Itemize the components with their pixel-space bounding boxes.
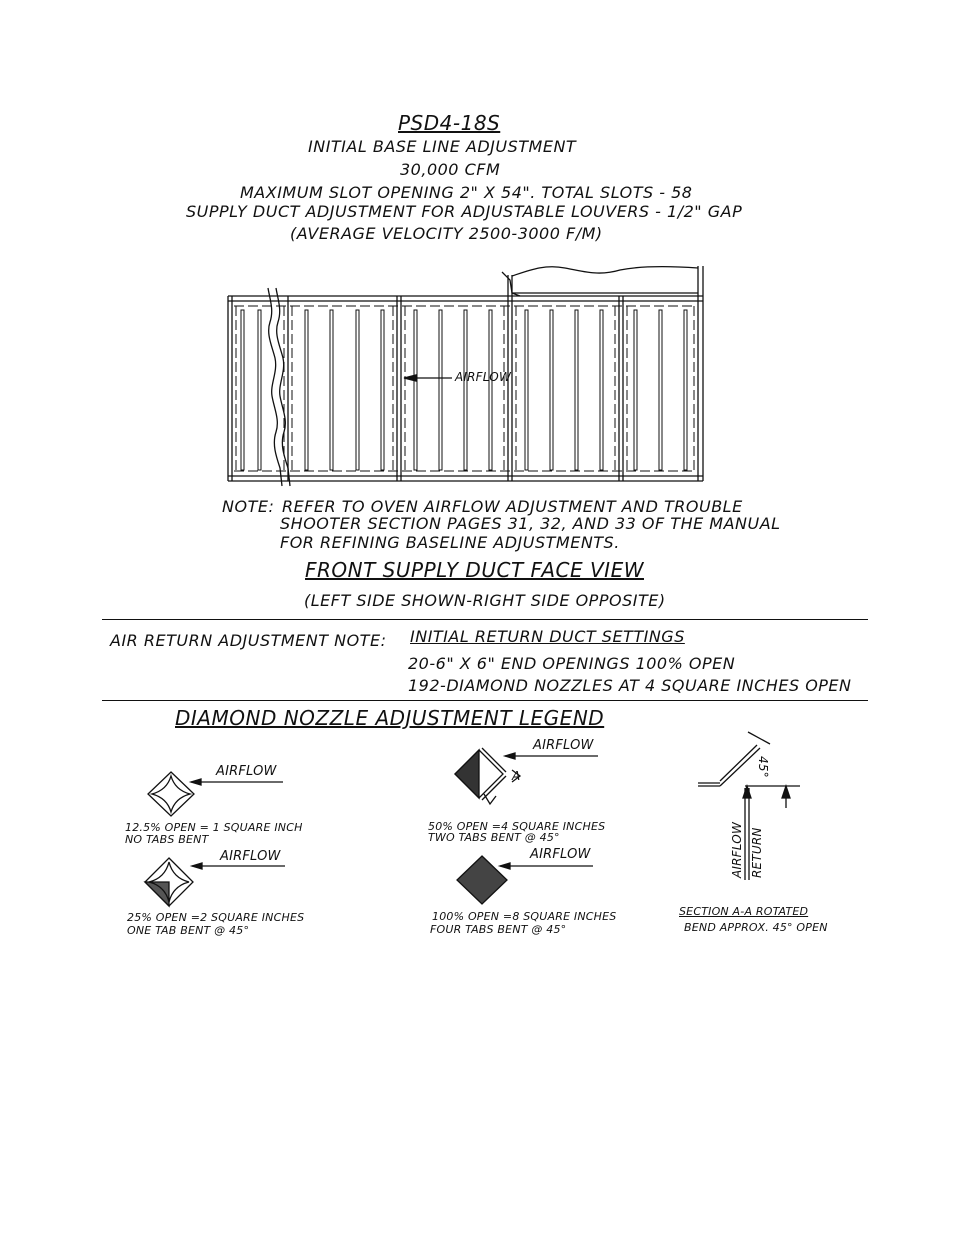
nozzle-25-line-1: 25% OPEN =2 SQUARE INCHES [127,911,305,924]
nozzle-25-line-2: ONE TAB BENT @ 45° [127,924,250,937]
section-airflow: AIRFLOW [730,821,744,878]
nozzle-12-line-1: 12.5% OPEN = 1 SQUARE INCH [125,821,303,834]
nozzle-50-icon [455,748,598,804]
note-label: NOTE: [222,497,275,516]
nozzle-50-line-2: TWO TABS BENT @ 45° [428,831,560,844]
header-line-2: 30,000 CFM [400,160,501,179]
view-title: FRONT SUPPLY DUCT FACE VIEW [305,558,644,582]
nozzle-100-line-1: 100% OPEN =8 SQUARE INCHES [432,910,617,923]
section-return: RETURN [750,827,764,878]
section-a-a-icon [698,732,800,880]
model-title: PSD4-18S [398,111,501,135]
air-return-line-1: 20-6" X 6" END OPENINGS 100% OPEN [408,654,736,673]
header-line-5: (AVERAGE VELOCITY 2500-3000 F/M) [290,224,603,243]
view-subtitle: (LEFT SIDE SHOWN-RIGHT SIDE OPPOSITE) [304,591,666,610]
header-line-4: SUPPLY DUCT ADJUSTMENT FOR ADJUSTABLE LOUVERS - 1/2" GAP [186,202,743,221]
section-angle: 45° [756,756,770,778]
nozzle-50-marker-a-1: A [512,769,521,783]
nozzle-25-airflow: AIRFLOW [220,849,281,864]
air-return-heading: INITIAL RETURN DUCT SETTINGS [410,627,685,646]
header-line-1: INITIAL BASE LINE ADJUSTMENT [308,137,577,156]
section-title: SECTION A-A ROTATED [679,905,809,918]
legend-title: DIAMOND NOZZLE ADJUSTMENT LEGEND [175,706,605,730]
nozzle-100-icon [457,856,593,904]
note-line-1: REFER TO OVEN AIRFLOW ADJUSTMENT AND TROUBLE [282,497,743,516]
nozzle-50-airflow: AIRFLOW [533,738,594,753]
duct-airflow-label: AIRFLOW [455,370,512,384]
nozzle-100-line-2: FOUR TABS BENT @ 45° [430,923,567,936]
note-line-3: FOR REFINING BASELINE ADJUSTMENTS. [280,533,620,552]
nozzle-12-airflow: AIRFLOW [216,764,277,779]
nozzle-12-line-2: NO TABS BENT [125,833,209,846]
nozzle-50-line-1: 50% OPEN =4 SQUARE INCHES [428,820,606,833]
note-line-2: SHOOTER SECTION PAGES 31, 32, AND 33 OF THE MANUAL [280,514,781,533]
nozzle-25-icon [145,858,285,906]
nozzle-100-airflow: AIRFLOW [530,847,591,862]
air-return-line-2: 192-DIAMOND NOZZLES AT 4 SQUARE INCHES OPEN [408,676,852,695]
header-line-3: MAXIMUM SLOT OPENING 2" X 54". TOTAL SLOTS - 58 [240,183,693,202]
air-return-label: AIR RETURN ADJUSTMENT NOTE: [110,631,387,650]
section-caption: BEND APPROX. 45° OPEN [684,921,828,934]
